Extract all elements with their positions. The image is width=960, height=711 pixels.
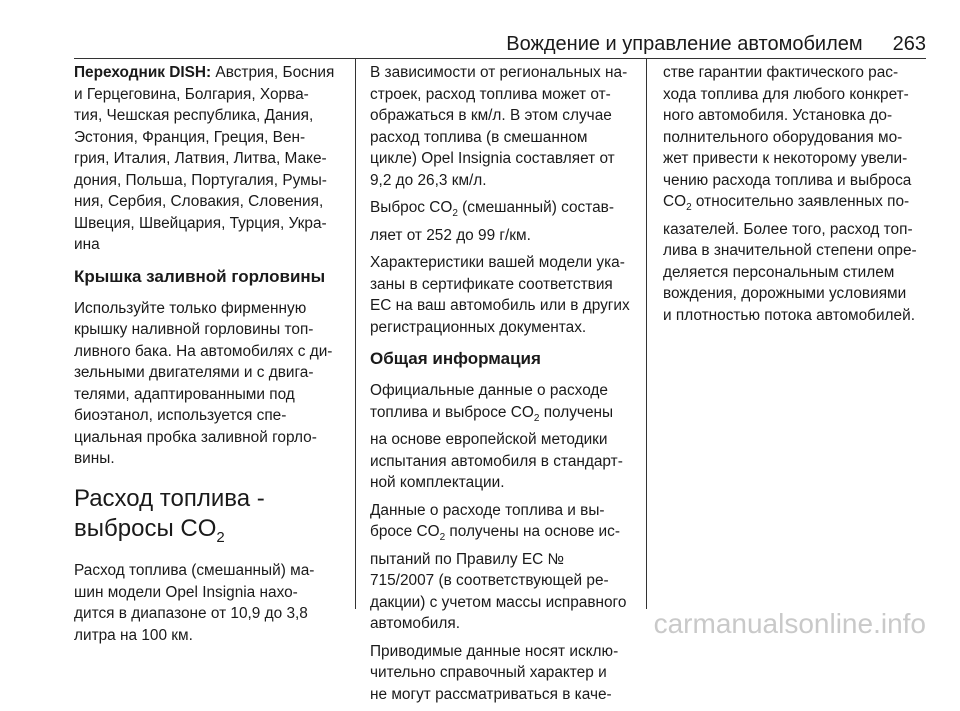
heading-line: Расход топлива - bbox=[74, 484, 265, 512]
guarantee-paragraph bbox=[663, 62, 933, 326]
subscript: 2 bbox=[686, 202, 692, 214]
heading-fuel-consumption bbox=[74, 484, 350, 553]
text-line: топлива и выбросе CO bbox=[370, 403, 534, 421]
text-line: литра на 100 км. bbox=[74, 626, 193, 644]
column-3 bbox=[663, 62, 933, 332]
header-divider bbox=[74, 58, 926, 59]
text-line: шин модели Opel Insignia нахо- bbox=[74, 583, 298, 601]
subscript: 2 bbox=[533, 412, 540, 424]
text-line: ния, Сербия, Словакия, Словения, bbox=[74, 193, 324, 210]
text-line: 9,2 до 26,3 км/л. bbox=[370, 171, 487, 189]
text-line: бросе CO bbox=[370, 523, 440, 541]
countries-paragraph bbox=[74, 62, 350, 256]
text-line: Используйте только фирменную bbox=[74, 299, 307, 317]
text-line: дится в диапазоне от 10,9 до 3,8 bbox=[74, 605, 308, 623]
subscript: 2 bbox=[216, 528, 225, 546]
text-line: дакции) с учетом массы исправного bbox=[370, 593, 627, 611]
column-divider-2 bbox=[646, 58, 647, 609]
reference-paragraph bbox=[370, 641, 642, 706]
text-line: В зависимости от региональных на- bbox=[370, 64, 628, 81]
subscript: 2 bbox=[439, 532, 446, 544]
heading-general-info: Общая информация bbox=[370, 349, 541, 369]
text-line: и плотностью потока автомобилей. bbox=[663, 306, 915, 324]
text-line: автомобиля. bbox=[370, 615, 460, 633]
text-line: 715/2007 (в соответствующей ре- bbox=[370, 572, 609, 590]
text-line: Расход топлива (смешанный) ма- bbox=[74, 562, 315, 580]
text-line: не могут рассматриваться в каче- bbox=[370, 685, 612, 703]
text-line: Швеция, Швейцария, Турция, Укра- bbox=[74, 214, 327, 232]
text-line: ЕС на ваш автомобиль или в других bbox=[370, 297, 630, 315]
text-line: вины. bbox=[74, 450, 115, 467]
text-line: ной комплектации. bbox=[370, 474, 505, 492]
text-line: Эстония, Франция, Греция, Вен- bbox=[74, 128, 306, 146]
text-line: CO bbox=[663, 193, 687, 210]
text-line: телями, адаптированными под bbox=[74, 385, 295, 403]
text-line: чительно справочный характер и bbox=[370, 664, 607, 682]
text-line: Приводимые данные носят исклю- bbox=[370, 642, 619, 660]
text-line: тия, Чешская республика, Дания, bbox=[74, 107, 314, 124]
page-header bbox=[74, 30, 926, 58]
text-line: дония, Польша, Португалия, Румы- bbox=[74, 171, 327, 189]
certificate-paragraph bbox=[370, 252, 642, 338]
watermark: carmanualsonline.info bbox=[653, 608, 926, 639]
regulation-paragraph bbox=[370, 500, 642, 635]
fuel-cap-paragraph bbox=[74, 298, 350, 470]
text-line: ного автомобиля. Установка до- bbox=[663, 107, 893, 124]
text-line: относительно заявленных по- bbox=[691, 193, 910, 210]
heading-fuel-cap: Крышка заливной горловины bbox=[74, 266, 326, 286]
regional-paragraph bbox=[370, 62, 642, 191]
text-line: ображаться в км/л. В этом случае bbox=[370, 107, 612, 124]
text-line: полнительного оборудования мо- bbox=[663, 128, 903, 146]
text-line: расход топлива (в смешанном bbox=[370, 128, 588, 146]
column-2 bbox=[370, 62, 642, 711]
text-line: циальная пробка заливной горло- bbox=[74, 428, 317, 446]
text-line: ляет от 252 до 99 г/км. bbox=[370, 226, 531, 244]
text-line: строек, расход топлива может от- bbox=[370, 85, 611, 103]
text-line: получены bbox=[539, 403, 614, 421]
text-line: жет привести к некоторому увели- bbox=[663, 150, 908, 167]
text-line: пытаний по Правилу ЕС № bbox=[370, 550, 565, 568]
text-line: заны в сертификате соответствия bbox=[370, 275, 613, 293]
text-line: казателей. Более того, расход топ- bbox=[663, 220, 913, 238]
page-number: 263 bbox=[892, 32, 926, 55]
heading-line: выбросы CO bbox=[74, 514, 217, 542]
subscript: 2 bbox=[452, 208, 458, 220]
text-line: вождения, дорожными условиями bbox=[663, 285, 907, 303]
column-1 bbox=[74, 62, 350, 652]
text-line: (смешанный) состав- bbox=[457, 199, 614, 216]
text-line: зельными двигателями и с двига- bbox=[74, 364, 314, 381]
text-line: и Герцеговина, Болгария, Хорва- bbox=[74, 85, 309, 103]
official-data-paragraph bbox=[370, 380, 642, 494]
text-line: чению расхода топлива и выброса bbox=[663, 171, 912, 189]
text-line: стве гарантии фактического рас- bbox=[663, 64, 899, 81]
text-line: цикле) Opel Insignia составляет от bbox=[370, 150, 615, 167]
text-line: биоэтанол, используется спе- bbox=[74, 407, 287, 424]
text-line: деляется персональным стилем bbox=[663, 263, 895, 281]
text-line: регистрационных документах. bbox=[370, 318, 587, 336]
text-line: ливного бака. На автомобилях с ди- bbox=[74, 342, 333, 360]
text-line: Данные о расходе топлива и вы- bbox=[370, 501, 605, 519]
text-line: хода топлива для любого конкрет- bbox=[663, 85, 909, 103]
text-line: Официальные данные о расходе bbox=[370, 382, 608, 400]
text-line: Австрия, Босния bbox=[211, 64, 335, 81]
text-line: получены на основе ис- bbox=[445, 523, 620, 541]
text-line: ина bbox=[74, 236, 100, 253]
emission-paragraph bbox=[370, 197, 642, 246]
text-line: лива в значительной степени опре- bbox=[663, 242, 917, 260]
consumption-paragraph bbox=[74, 560, 350, 646]
text-line: на основе европейской методики bbox=[370, 431, 608, 449]
text-line: Характеристики вашей модели ука- bbox=[370, 254, 625, 272]
page-title: Вождение и управление автомобилем bbox=[506, 32, 863, 55]
text-line: Выброс CO bbox=[370, 199, 453, 216]
dish-label: Переходник DISH: bbox=[74, 64, 212, 81]
text-line: крышку наливной горловины топ- bbox=[74, 321, 314, 338]
column-divider-1 bbox=[355, 58, 356, 609]
text-line: грия, Италия, Латвия, Литва, Маке- bbox=[74, 150, 327, 167]
text-line: испытания автомобиля в стандарт- bbox=[370, 452, 623, 470]
